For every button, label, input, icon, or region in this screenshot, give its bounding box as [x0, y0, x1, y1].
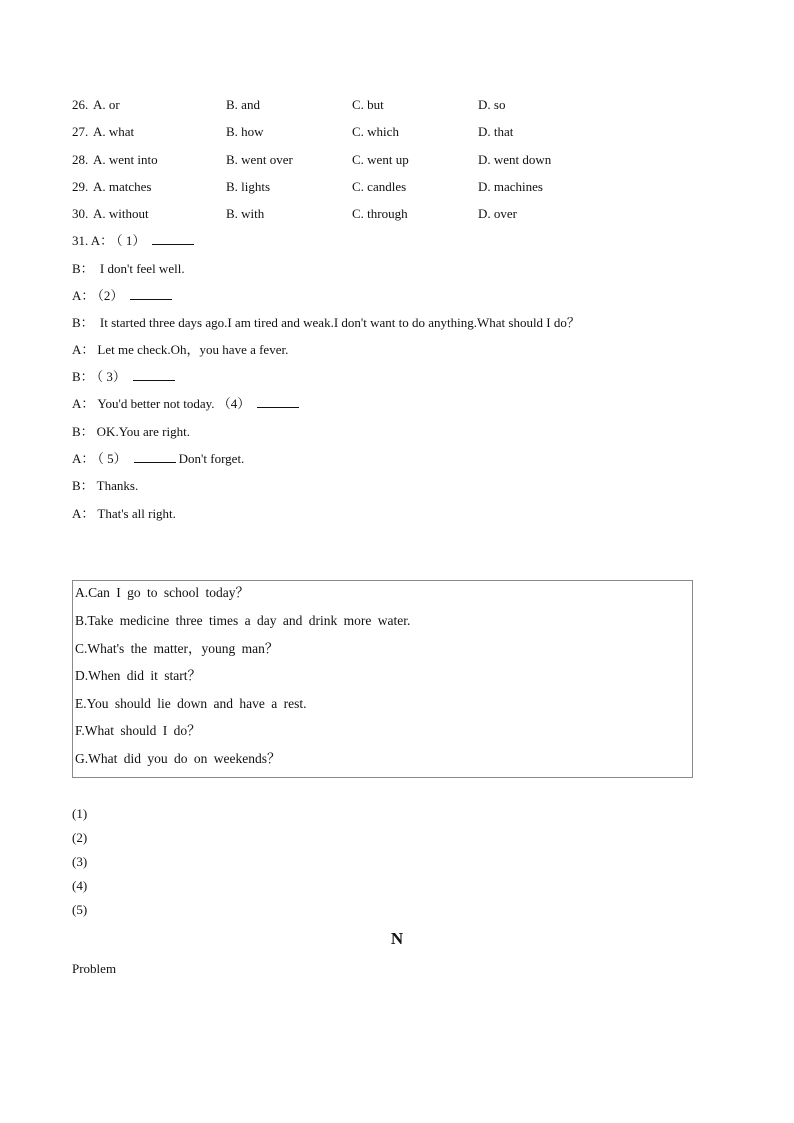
- box-option-e: E.You should lie down and have a rest.: [75, 696, 307, 711]
- option-c: C. candles: [352, 179, 407, 194]
- dialogue-line: [72, 233, 194, 249]
- box-option-c: C.What's the matter，young man？: [75, 641, 279, 656]
- options-box: [72, 580, 693, 778]
- option-a-text: A. matches: [93, 179, 152, 194]
- speaker-label: A：: [72, 396, 95, 411]
- dialogue-line: [72, 315, 580, 331]
- option-c: C. went up: [352, 152, 409, 167]
- speaker-label: B：: [72, 478, 94, 493]
- dialogue-text: I don't feel well.: [96, 261, 185, 276]
- speaker-label: B：: [72, 424, 94, 439]
- box-option-d: D.When did it start？: [75, 668, 201, 683]
- option-a: [72, 97, 120, 113]
- question-row-27: [0, 124, 794, 140]
- dialogue-line: [72, 288, 172, 304]
- question-number: 28.: [72, 152, 89, 167]
- answer-item: (3): [72, 854, 88, 869]
- option-b: B. went over: [226, 152, 293, 167]
- question-number: 29.: [72, 179, 89, 194]
- speaker-label: A：: [72, 288, 95, 303]
- dialogue-text: （ 1）: [116, 233, 146, 248]
- box-option-b: B.Take medicine three times a day and drink more water.: [75, 613, 411, 628]
- question-row-26: [0, 97, 794, 113]
- option-a-text: A. without: [93, 206, 149, 221]
- speaker-label: 31. A：: [72, 233, 114, 248]
- answer-blank: [130, 288, 172, 300]
- dialogue-text: Let me check.Oh，you have a fever.: [97, 342, 289, 357]
- answer-blank: [257, 396, 299, 408]
- option-b: B. with: [226, 206, 265, 221]
- question-row-28: [0, 152, 794, 168]
- answer-blank: [133, 369, 175, 381]
- question-row-29: [0, 179, 794, 195]
- dialogue-text: That's all right.: [97, 506, 176, 521]
- answer-item: (2): [72, 830, 88, 845]
- answer-item: (5): [72, 902, 88, 917]
- dialogue-text: （2）: [97, 288, 124, 303]
- section-heading: N: [390, 929, 404, 948]
- option-d: D. machines: [478, 179, 543, 194]
- question-row-30: [0, 206, 794, 222]
- option-d: D. that: [478, 124, 514, 139]
- option-a: [72, 206, 149, 222]
- dialogue-line: [72, 451, 244, 467]
- option-c: C. which: [352, 124, 399, 139]
- speaker-label: A：: [72, 506, 95, 521]
- option-a-text: A. what: [93, 124, 135, 139]
- box-option-f: F.What should I do？: [75, 723, 201, 738]
- speaker-label: A：: [72, 451, 95, 466]
- option-a: [72, 179, 151, 195]
- speaker-label: A：: [72, 342, 95, 357]
- dialogue-text: OK.You are right.: [96, 424, 190, 439]
- answer-item: (4): [72, 878, 88, 893]
- dialogue-line: [72, 369, 175, 385]
- speaker-label: B：: [72, 261, 94, 276]
- option-b: B. and: [226, 97, 260, 112]
- dialogue-text: （ 5）: [97, 451, 127, 466]
- dialogue-line: [72, 424, 190, 440]
- option-c: C. through: [352, 206, 408, 221]
- option-a: [72, 152, 158, 168]
- box-option-g: G.What did you do on weekends？: [75, 751, 281, 766]
- dialogue-text-after: Don't forget.: [178, 451, 245, 466]
- dialogue-text: You'd better not today. （4）: [97, 396, 251, 411]
- dialogue-line: [72, 478, 138, 494]
- answer-item: (1): [72, 806, 88, 821]
- option-a: [72, 124, 134, 140]
- dialogue-line: [72, 506, 176, 522]
- question-number: 26.: [72, 97, 89, 112]
- dialogue-text: It started three days ago.I am tired and weak.I don't want to do anything.What should I do？: [96, 315, 580, 330]
- answer-blank: [134, 451, 176, 463]
- option-d: D. went down: [478, 152, 552, 167]
- dialogue-line: [72, 342, 288, 358]
- dialogue-text: Thanks.: [96, 478, 139, 493]
- option-d: D. so: [478, 97, 506, 112]
- option-a-text: A. went into: [93, 152, 158, 167]
- speaker-label: B：: [72, 369, 94, 384]
- option-a-text: A. or: [93, 97, 120, 112]
- dialogue-text: （ 3）: [96, 369, 126, 384]
- answer-blank: [152, 233, 194, 245]
- question-number: 30.: [72, 206, 89, 221]
- option-d: D. over: [478, 206, 517, 221]
- option-b: B. how: [226, 124, 264, 139]
- dialogue-line: [72, 396, 299, 412]
- question-number: 27.: [72, 124, 89, 139]
- box-option-a: A.Can I go to school today？: [75, 585, 249, 600]
- option-c: C. but: [352, 97, 384, 112]
- option-b: B. lights: [226, 179, 271, 194]
- speaker-label: B：: [72, 315, 94, 330]
- section-subheading: Problem: [72, 961, 117, 976]
- dialogue-line: [72, 261, 185, 277]
